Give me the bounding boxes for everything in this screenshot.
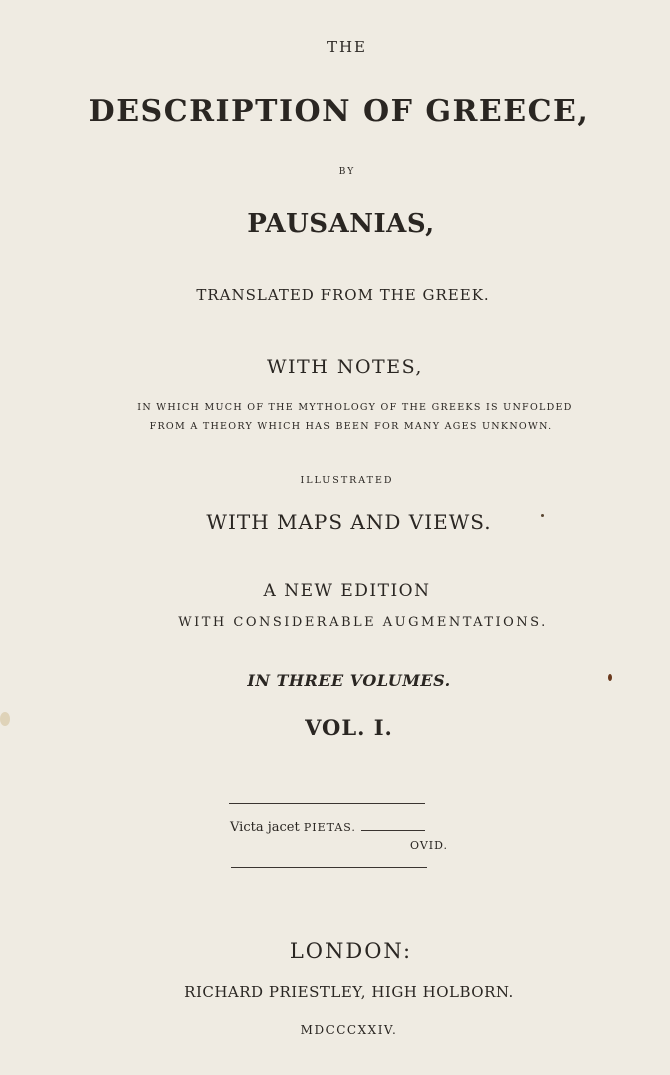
epigraph-text: Victa jacet (230, 820, 304, 835)
by-line: BY (338, 167, 356, 177)
edition-line: A NEW EDITION (263, 581, 431, 601)
augmentations-line: WITH CONSIDERABLE AUGMENTATIONS. (178, 615, 548, 630)
illustrated-label: ILLUSTRATED (300, 475, 394, 486)
with-notes-heading: WITH NOTES, (267, 356, 423, 378)
rule-above-epigraph (229, 803, 425, 804)
foxing-spot (608, 674, 612, 681)
epigraph-attribution: OVID. (410, 839, 449, 852)
epigraph-dash (361, 830, 425, 831)
imprint-city: LONDON: (289, 939, 413, 963)
volume-count: IN THREE VOLUMES. (247, 671, 451, 690)
article-the: THE (326, 38, 368, 56)
notes-description-line-2: FROM A THEORY WHICH HAS BEEN FOR MANY AGES UNKNOWN. (149, 421, 553, 432)
epigraph-word: PIETAS. (303, 821, 356, 834)
paper-stain (0, 712, 10, 726)
translation-note: TRANSLATED FROM THE GREEK. (196, 286, 490, 304)
rule-below-epigraph (231, 867, 427, 868)
maps-and-views: WITH MAPS AND VIEWS. (206, 510, 492, 534)
notes-description-line-1: IN WHICH MUCH OF THE MYTHOLOGY OF THE GREEKS IS UNFOLDED (137, 402, 573, 413)
ink-speck (541, 514, 544, 517)
imprint-publisher: RICHARD PRIESTLEY, HIGH HOLBORN. (184, 983, 514, 1001)
volume-number: VOL. I. (305, 715, 393, 740)
epigraph (230, 821, 356, 834)
author-name: PAUSANIAS, (247, 209, 435, 239)
book-title: DESCRIPTION OF GREECE, (88, 94, 590, 129)
imprint-year: MDCCCXXIV. (300, 1023, 398, 1037)
